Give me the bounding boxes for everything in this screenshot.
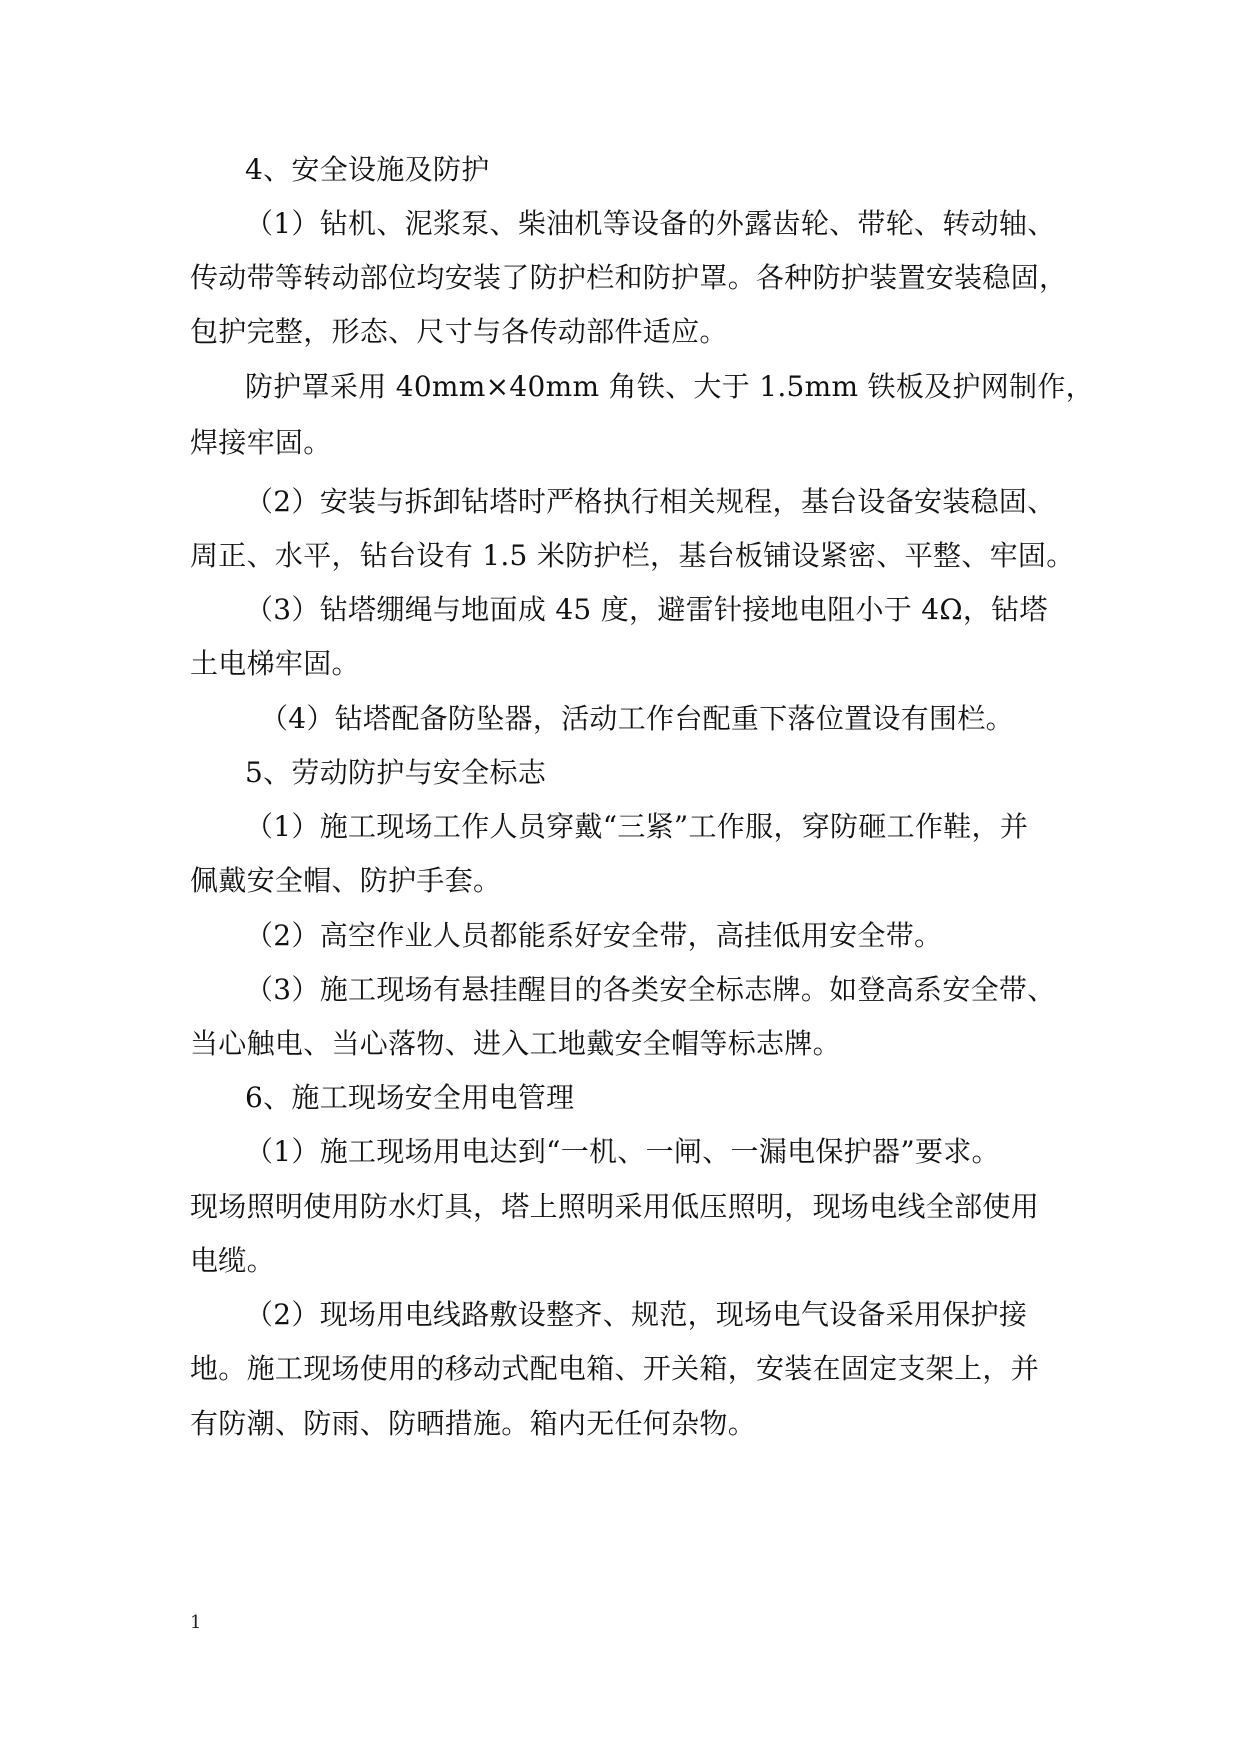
paragraph-line: 当心触电、当心落物、进入工地戴安全帽等标志牌。 — [190, 1027, 841, 1060]
paragraph-line: （4）钻塔配备防坠器，活动工作台配重下落位置设有围栏。 — [260, 702, 1014, 735]
paragraph-line: （2）高空作业人员都能系好安全带，高挂低用安全带。 — [245, 919, 943, 952]
paragraph-line: 防护罩采用 40mm×40mm 角铁、大于 1.5mm 铁板及护网制作， — [245, 370, 1094, 403]
paragraph-line: 土电梯牢固。 — [190, 647, 360, 680]
section-heading-5: 5、劳动防护与安全标志 — [245, 756, 547, 789]
paragraph-line: （3）钻塔绷绳与地面成 45 度，避雷针接地电阻小于 4Ω，钻塔 — [245, 593, 1048, 626]
paragraph-line: （1）施工现场用电达到“一机、一闸、一漏电保护器”要求。 — [245, 1135, 1000, 1168]
paragraph-line: 周正、水平，钻台设有 1.5 米防护栏，基台板铺设紧密、平整、牢固。 — [190, 539, 1075, 572]
paragraph-line: （3）施工现场有悬挂醒目的各类安全标志牌。如登高系安全带、 — [245, 973, 1056, 1006]
paragraph-line: （2）安装与拆卸钻塔时严格执行相关规程，基台设备安装稳固、 — [245, 485, 1056, 518]
page-number: 1 — [190, 1612, 202, 1633]
paragraph-line: （2）现场用电线路敷设整齐、规范，现场电气设备采用保护接 — [245, 1298, 1028, 1331]
paragraph-line: 包护完整，形态、尺寸与各传动部件适应。 — [190, 315, 728, 348]
paragraph-line: （1）施工现场工作人员穿戴“三紧”工作服，穿防砸工作鞋，并 — [245, 810, 1029, 843]
paragraph-line: 有防潮、防雨、防晒措施。箱内无任何杂物。 — [190, 1407, 757, 1440]
paragraph-line: 佩戴安全帽、防护手套。 — [190, 864, 502, 897]
paragraph-line: 地。施工现场使用的移动式配电箱、开关箱，安装在固定支架上，并 — [190, 1352, 1040, 1385]
section-heading-6: 6、施工现场安全用电管理 — [245, 1081, 575, 1114]
paragraph-line: 电缆。 — [190, 1244, 275, 1277]
paragraph-line: 现场照明使用防水灯具，塔上照明采用低压照明，现场电线全部使用 — [190, 1190, 1040, 1223]
paragraph-line: 传动带等转动部位均安装了防护栏和防护罩。各种防护装置安装稳固， — [190, 261, 1068, 294]
paragraph-line: 焊接牢固。 — [190, 426, 332, 459]
section-heading-4: 4、安全设施及防护 — [245, 153, 490, 186]
paragraph-line: （1）钻机、泥浆泵、柴油机等设备的外露齿轮、带轮、转动轴、 — [245, 207, 1056, 240]
